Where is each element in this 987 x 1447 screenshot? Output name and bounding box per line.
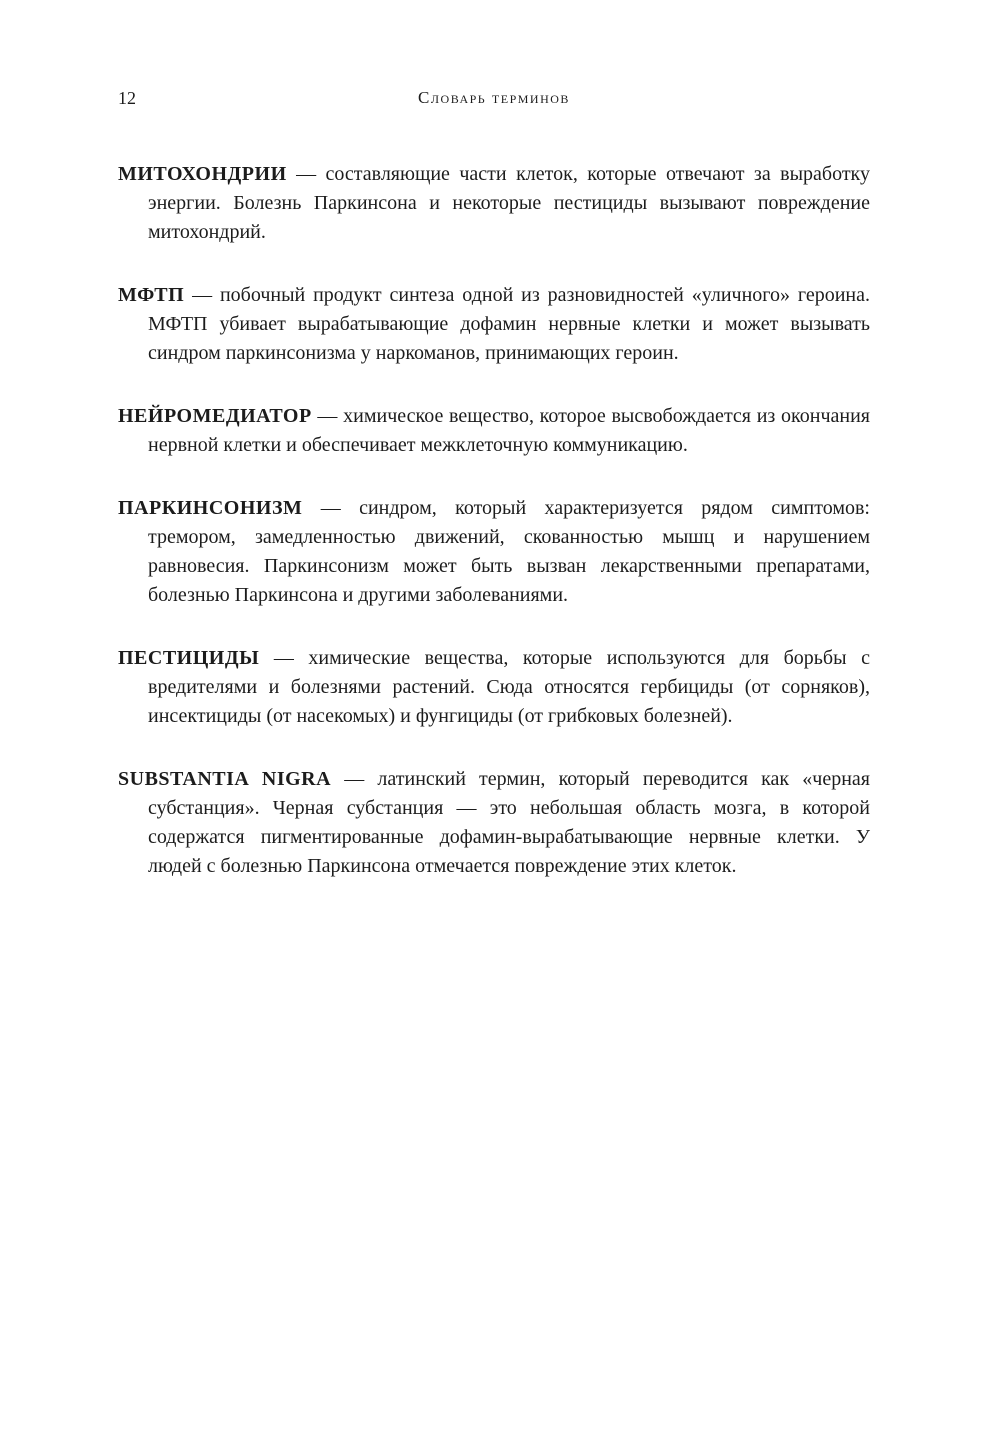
term-definition: — химическое вещество, которое высвобождается из окончания нервной клетки и обеспечивает межклеточную коммуникацию. (148, 405, 870, 456)
glossary (118, 160, 870, 881)
glossary-entry (118, 281, 870, 368)
term-label: МФТП (118, 284, 185, 306)
term-label: SUBSTANTIA NIGRA (118, 768, 332, 790)
page-number: 12 (118, 88, 136, 108)
glossary-entry (118, 402, 870, 460)
page-header: Словарь терминов (418, 88, 570, 107)
glossary-entry (118, 494, 870, 610)
glossary-entry (118, 160, 870, 247)
term-definition: — побочный продукт синтеза одной из разновидностей «уличного» героина. МФТП убивает вырабатывающие дофамин нервные клетки и может вызывать синдром паркинсонизма у наркоманов, принимающих героин. (148, 284, 870, 364)
glossary-entry (118, 765, 870, 881)
term-label: НЕЙРОМЕДИАТОР (118, 405, 312, 427)
term-definition: — химические вещества, которые используются для борьбы с вредителями и болезнями растений. Сюда относятся гербициды (от сорняков), инсектициды (от насекомых) и фунгициды (от грибковых болезней). (148, 647, 870, 727)
running-head (118, 88, 870, 114)
glossary-entry (118, 644, 870, 731)
term-label: МИТОХОНДРИИ (118, 163, 287, 185)
term-definition: — латинский термин, который переводится как «черная субстанция». Черная субстанция — это небольшая область мозга, в которой содержатся пигментированные дофамин-вырабатывающие нервные клетки. У людей с болезнью Паркинсона отмечается повреждение этих клеток. (148, 768, 870, 877)
term-label: ПАРКИНСОНИЗМ (118, 497, 303, 519)
term-label: ПЕСТИЦИДЫ (118, 647, 260, 669)
term-definition: — синдром, который характеризуется рядом симптомов: тремором, замедленностью движений, скованностью мышц и нарушением равновесия. Паркинсонизм может быть вызван лекарственными препаратами, болезнью Паркинсона и другими заболеваниями. (148, 497, 870, 606)
term-definition: — составляющие части клеток, которые отвечают за выработку энергии. Болезнь Паркинсона и некоторые пестициды вызывают повреждение митохондрий. (148, 163, 870, 243)
